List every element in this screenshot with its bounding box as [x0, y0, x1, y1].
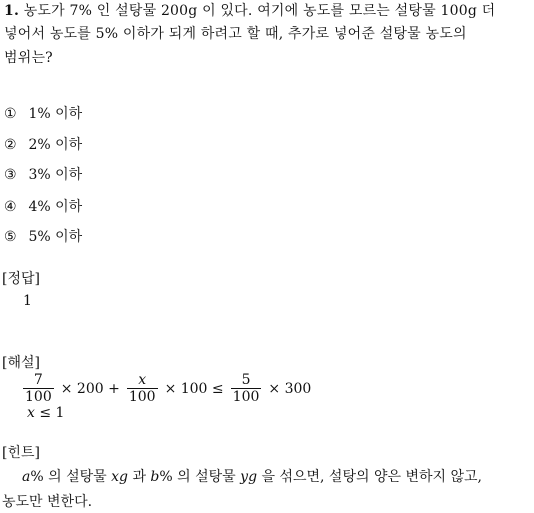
question-number: 1.: [4, 3, 20, 19]
choice-3[interactable]: [4, 164, 82, 184]
solution-result: [27, 405, 64, 421]
hint-text-b: % 의 설탕물: [30, 469, 107, 485]
choice-3-mark: ③: [4, 167, 17, 183]
choice-5-mark: ⑤: [4, 229, 17, 245]
choice-5-text: 5% 이하: [28, 229, 83, 245]
choice-2[interactable]: [4, 134, 82, 154]
answer-label: [정답]: [2, 271, 40, 287]
hint-text-h: 을 섞으면, 설탕의 양은 변하지 않고,: [261, 469, 482, 485]
choice-2-mark: ②: [4, 137, 17, 153]
question-line-2: 넣어서 농도를 5% 이하가 되게 하려고 할 때, 추가로 넣어준 설탕물 농도의: [4, 26, 467, 42]
choice-5[interactable]: [4, 226, 82, 246]
hint-text-f: % 의 설탕물: [159, 469, 236, 485]
choice-4[interactable]: [4, 196, 82, 216]
fraction-2: [127, 372, 158, 405]
fraction-1-numerator: 7: [33, 372, 43, 388]
equation-term-2: × 100 ≤: [164, 380, 224, 397]
equation-term-1: × 200 +: [60, 380, 120, 397]
choice-3-text: 3% 이하: [28, 167, 83, 183]
solution-label: [해설]: [2, 355, 40, 371]
hint-line-2: 농도만 변한다.: [2, 494, 93, 510]
fraction-2-numerator: x: [138, 372, 147, 388]
hint-label: [힌트]: [2, 445, 40, 461]
hint-var-a: a: [22, 469, 31, 485]
choice-4-mark: ④: [4, 199, 17, 215]
answer-value: 1: [23, 293, 32, 309]
hint-var-b: b: [150, 469, 160, 485]
fraction-3-numerator: 5: [241, 372, 251, 388]
fraction-3: [231, 372, 262, 405]
hint-text-d: 과: [132, 469, 146, 485]
choice-4-text: 4% 이하: [28, 199, 83, 215]
question-text-1: 농도가 7% 인 설탕물 200g 이 있다. 여기에 농도를 모르는 설탕물 100g 더: [23, 3, 496, 19]
hint-var-yg: yg: [240, 469, 258, 485]
hint-line-1: [22, 466, 482, 486]
hint-var-xg: xg: [111, 469, 128, 485]
fraction-1-denominator: 100: [25, 389, 52, 405]
fraction-1: [23, 372, 54, 405]
choice-1[interactable]: [4, 103, 82, 123]
fraction-3-denominator: 100: [232, 389, 260, 405]
solution-equation: [20, 372, 315, 405]
result-variable: x: [27, 405, 35, 421]
equation-term-3: × 300: [268, 380, 312, 397]
question-line-1: [4, 0, 495, 20]
choice-1-mark: ①: [4, 106, 17, 122]
choice-1-text: 1% 이하: [28, 106, 83, 122]
question-line-3: 범위는?: [4, 50, 53, 66]
fraction-2-denominator: 100: [128, 389, 156, 405]
choice-2-text: 2% 이하: [28, 137, 83, 153]
result-inequality: ≤ 1: [39, 405, 65, 421]
